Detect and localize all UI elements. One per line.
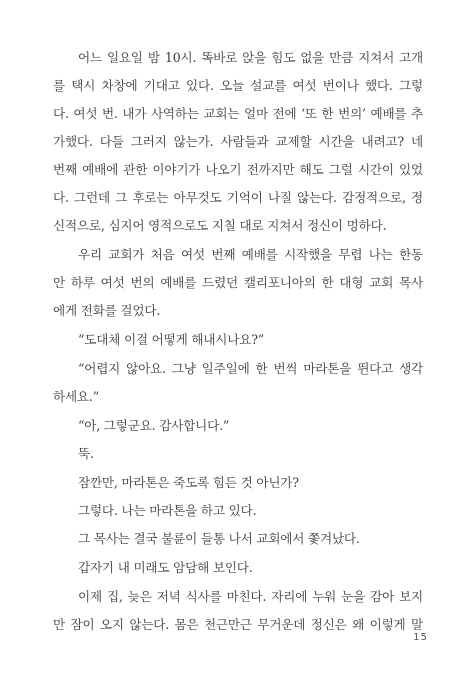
text-line: 어느 일요일 밤 10시. 똑바로 앉을 힘도 없을 만큼 지쳐서 고개 — [78, 50, 423, 65]
page-number: 15 — [413, 632, 428, 643]
text-line: 다. 여섯 번. 내가 사역하는 교회는 얼마 전에 ‘또 한 번의’ 예배를 추 — [53, 106, 423, 121]
text-line: 우리 교회가 처음 여섯 번째 예배를 시작했을 무렵 나는 한동 — [78, 247, 423, 262]
text-line: 가했다. 다들 그러지 않는가. 사람들과 교제할 시간을 내려고? 네 — [53, 134, 423, 149]
text-line: “도대체 이걸 어떻게 해내시나요?” — [78, 332, 264, 347]
text-line: 안 하루 여섯 번의 예배를 드렸던 캘리포니아의 한 대형 교회 목사 — [53, 275, 423, 290]
text-line: 신적으로, 심지어 영적으로도 지칠 대로 지쳐서 정신이 멍하다. — [53, 218, 387, 233]
text-line: 하세요.” — [53, 389, 99, 404]
text-line: 만 잠이 오지 않는다. 몸은 천근만근 무거운데 정신은 왜 이렇게 말 — [53, 617, 423, 632]
text-line: 이제 집, 늦은 저녁 식사를 마친다. 자리에 누워 눈을 감아 보지 — [78, 589, 423, 604]
text-line: 잠깐만, 마라톤은 죽도록 힘든 것 아닌가? — [78, 475, 299, 490]
text-line: “아, 그렇군요. 감사합니다.” — [78, 418, 230, 433]
text-line: 그렇다. 나는 마라톤을 하고 있다. — [78, 503, 257, 518]
text-line: 그 목사는 결국 불륜이 들통 나서 교회에서 쫓겨났다. — [78, 531, 360, 546]
text-line: “어렵지 않아요. 그냥 일주일에 한 번씩 마라톤을 뛴다고 생각 — [78, 361, 423, 376]
text-line: 를 택시 차창에 기대고 있다. 오늘 설교를 여섯 번이나 했다. 그렇 — [53, 78, 423, 93]
text-line: 갑자기 내 미래도 암담해 보인다. — [78, 560, 253, 575]
text-line: 뚝. — [78, 446, 94, 461]
text-line: 다. 그런데 그 후로는 아무것도 기억이 나질 않는다. 감정적으로, 정 — [53, 190, 423, 205]
text-line: 번째 예배에 관한 이야기가 나오기 전까지만 해도 그럴 시간이 있었 — [53, 162, 423, 177]
text-line: 에게 전화를 걸었다. — [53, 303, 161, 318]
